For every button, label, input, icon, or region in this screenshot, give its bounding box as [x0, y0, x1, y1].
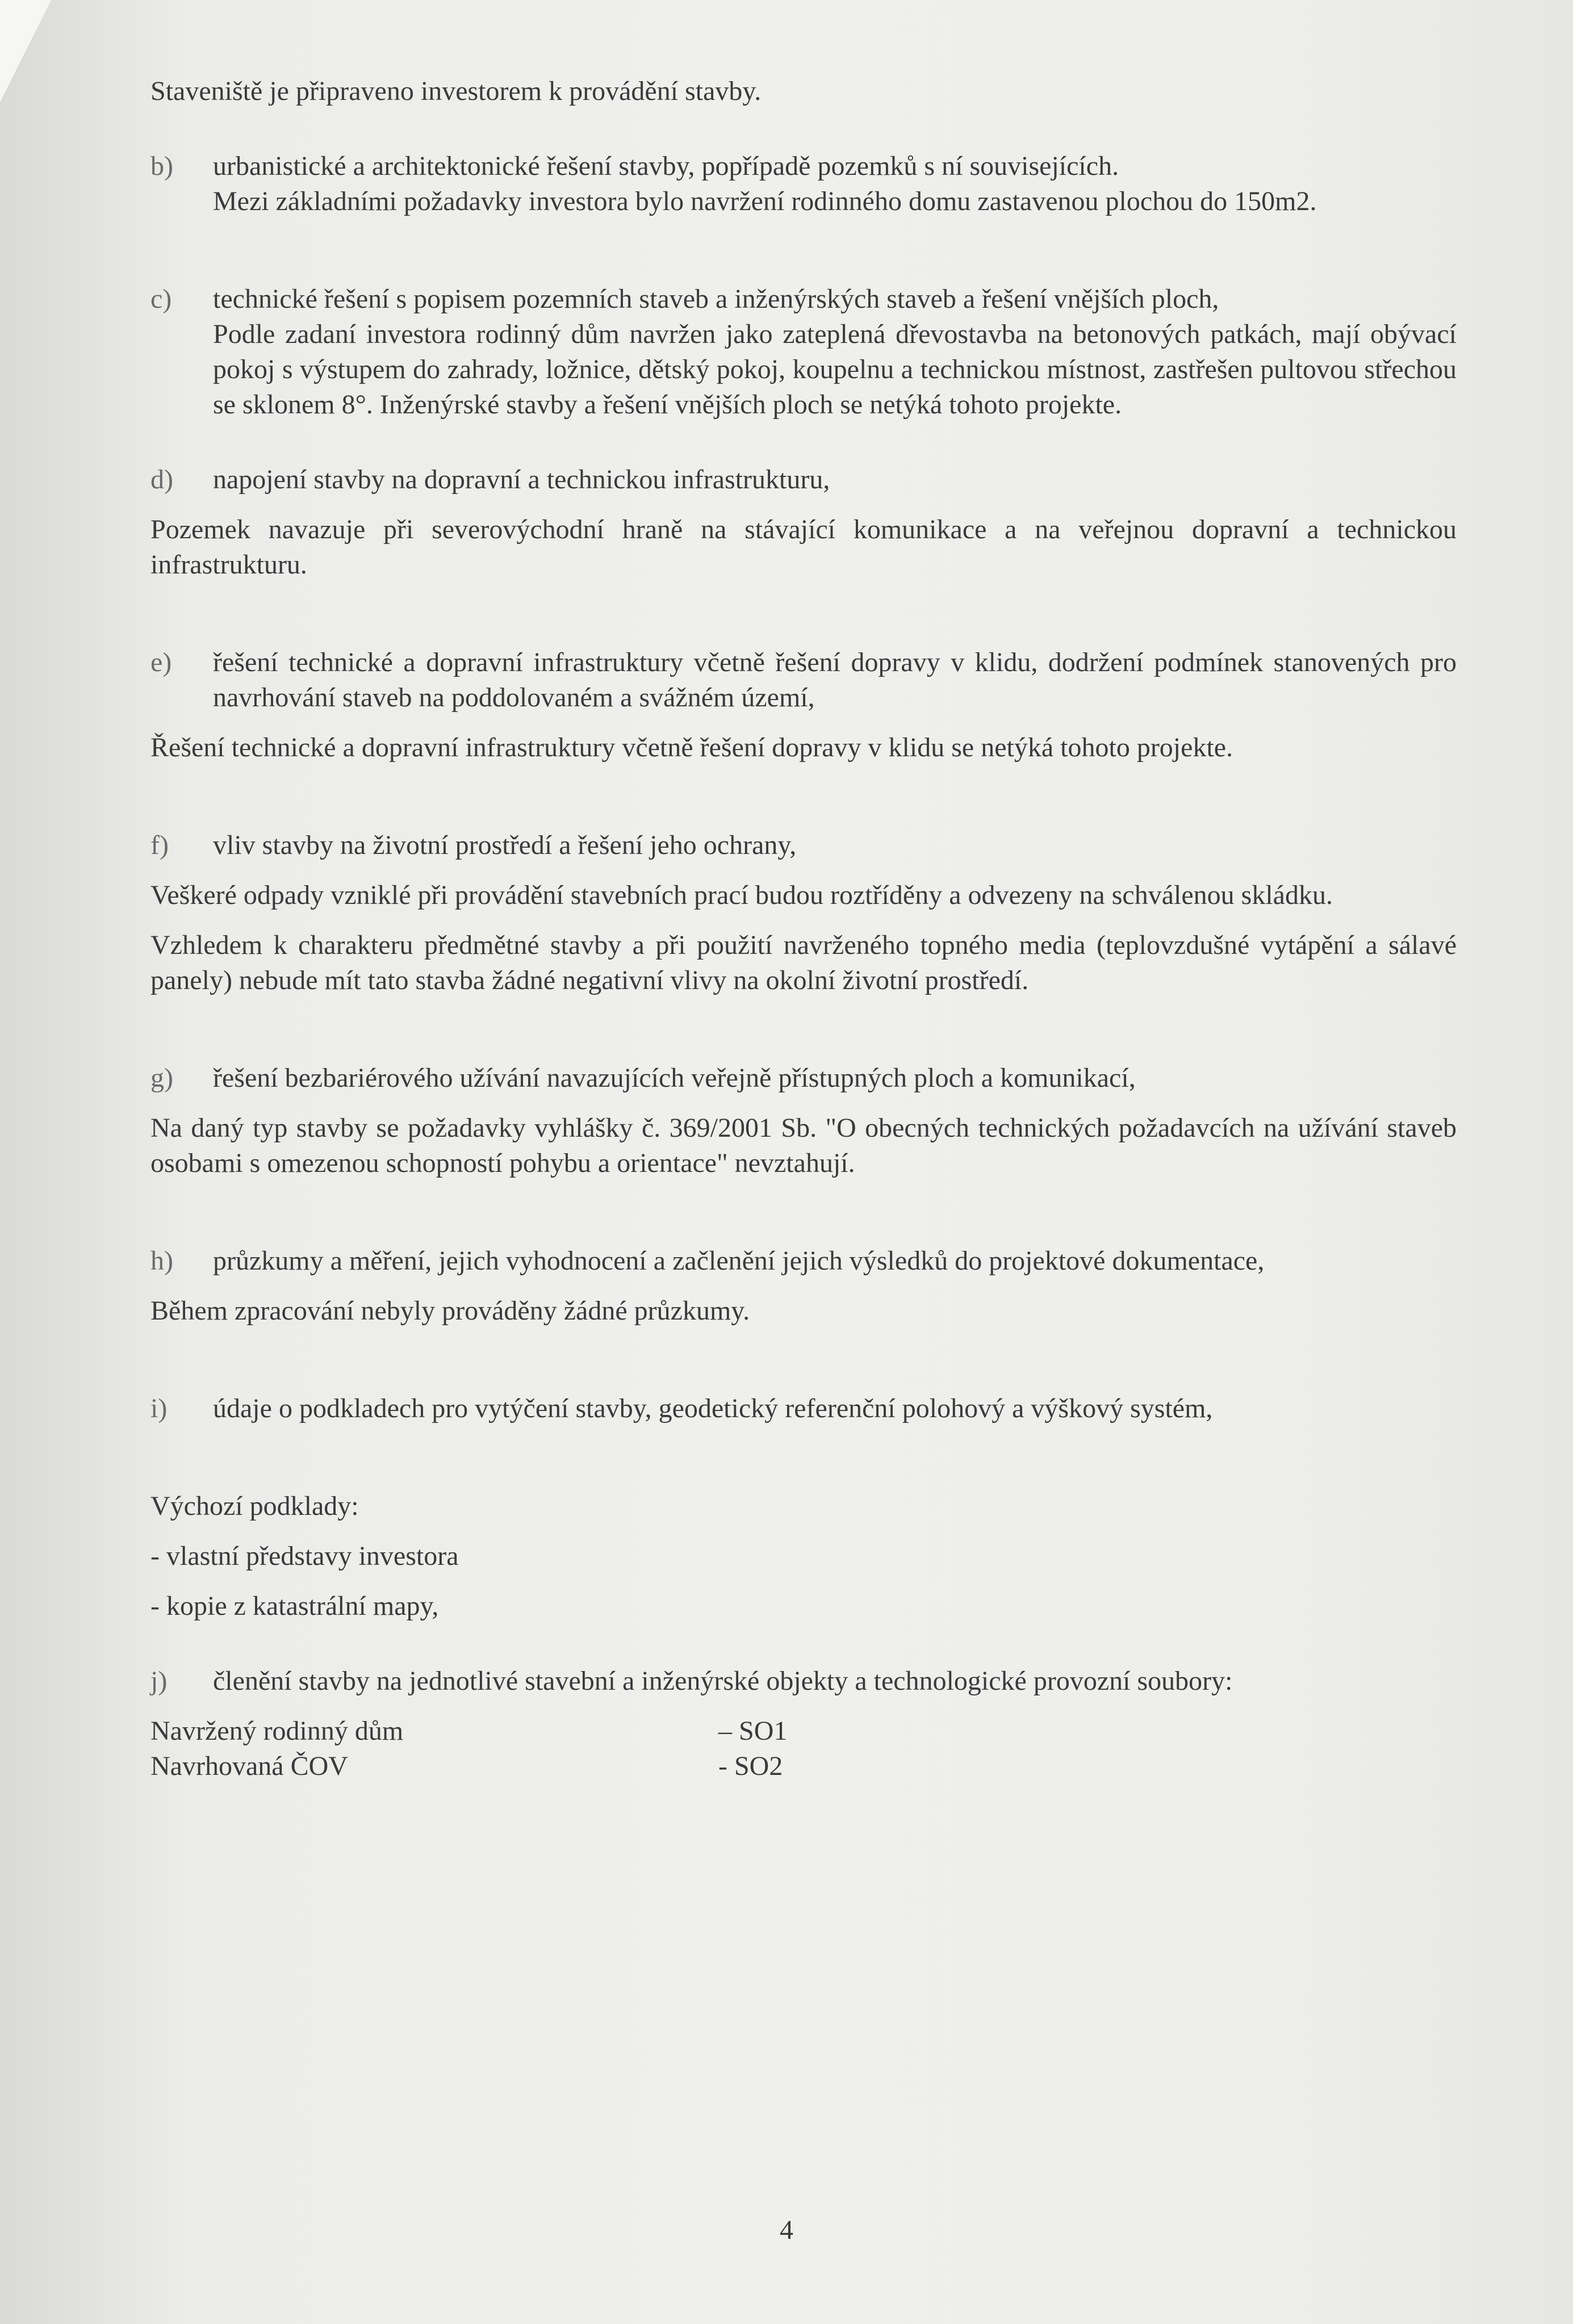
section-letter: g): [150, 1063, 173, 1093]
section-paragraph: Mezi základními požadavky investora bylo navržení rodinného domu zastavenou plochou do 150m2.: [213, 186, 1317, 216]
section-letter: j): [150, 1666, 168, 1696]
section-letter: c): [150, 284, 172, 314]
section-heading: [150, 149, 1457, 184]
section-heading: [150, 645, 1457, 715]
document-body: [150, 74, 1457, 1784]
section-letter: f): [150, 830, 169, 860]
object-name: Navržený rodinný dům: [150, 1716, 404, 1746]
section-heading-text: údaje o podkladech pro vytýčení stavby, geodetický referenční polohový a výškový systém,: [213, 1393, 1213, 1423]
object-code: – SO1: [718, 1716, 788, 1746]
section-paragraph: Během zpracování nebyly prováděny žádné průzkumy.: [150, 1296, 750, 1326]
section-e: [150, 645, 1457, 765]
section-heading-text: řešení bezbariérového užívání navazujících veřejně přístupných ploch a komunikací,: [213, 1063, 1136, 1093]
page-number: 4: [780, 2215, 793, 2245]
object-row: [150, 1749, 1457, 1784]
sources-title: Výchozí podklady:: [150, 1491, 359, 1521]
section-paragraph: Podle zadaní investora rodinný dům navržen jako zateplená dřevostavba na betonových patkách, mají obývací pokoj s výstupem do zahrady, ložnice, dětský pokoj, koupelnu a technickou místnost, zastřešen pultovou střechou se sklonem 8°. Inženýrské stavby a řešení vnějších ploch se netýká tohoto projekte.: [213, 319, 1457, 420]
section-heading: [150, 1243, 1457, 1279]
section-heading: [150, 1061, 1457, 1096]
section-heading: [150, 462, 1457, 497]
section-heading: [150, 1391, 1457, 1426]
object-row: [150, 1714, 1457, 1749]
section-letter: b): [150, 151, 173, 181]
section-heading: [150, 1664, 1457, 1699]
section-letter: e): [150, 647, 172, 677]
objects-list: [150, 1714, 1457, 1784]
section-paragraph: Řešení technické a dopravní infrastruktury včetně řešení dopravy v klidu se netýká tohoto projekte.: [150, 732, 1233, 763]
section-f: [150, 828, 1457, 998]
section-paragraph: Veškeré odpady vzniklé při provádění stavebních prací budou roztříděny a odvezeny na schválenou skládku.: [150, 880, 1333, 910]
section-paragraph: Pozemek navazuje při severovýchodní hraně na stávající komunikace a na veřejnou dopravní a technickou infrastrukturu.: [150, 514, 1457, 580]
section-heading: [150, 828, 1457, 863]
list-item: - vlastní představy investora: [150, 1541, 459, 1571]
section-heading-text: urbanistické a architektonické řešení stavby, popřípadě pozemků s ní souvisejících.: [213, 151, 1119, 181]
section-heading: [150, 282, 1457, 317]
section-heading-text: technické řešení s popisem pozemních staveb a inženýrských staveb a řešení vnějších ploch,: [213, 284, 1219, 314]
section-heading-text: vliv stavby na životní prostředí a řešení jeho ochrany,: [213, 830, 797, 860]
intro-line: Staveniště je připraveno investorem k provádění stavby.: [150, 76, 762, 106]
section-heading-text: řešení technické a dopravní infrastruktury včetně řešení dopravy v klidu, dodržení podmínek stanovených pro navrhování staveb na poddolovaném a svážném území,: [213, 647, 1457, 713]
section-d: [150, 462, 1457, 583]
section-letter: h): [150, 1246, 173, 1276]
section-j: [150, 1664, 1457, 1784]
section-heading-text: členění stavby na jednotlivé stavební a inženýrské objekty a technologické provozní soubory:: [213, 1666, 1233, 1696]
list-item: - kopie z katastrální mapy,: [150, 1591, 439, 1621]
section-paragraph: Na daný typ stavby se požadavky vyhlášky č. 369/2001 Sb. "O obecných technických požadavcích na užívání staveb osobami s omezenou schopností pohybu a orientace" nevztahují.: [150, 1113, 1457, 1178]
section-h: [150, 1243, 1457, 1329]
section-letter: d): [150, 464, 173, 495]
section-letter: i): [150, 1393, 168, 1423]
section-heading-text: napojení stavby na dopravní a technickou infrastrukturu,: [213, 464, 830, 495]
page-corner-fold: [0, 0, 51, 102]
section-c: [150, 282, 1457, 422]
section-b: [150, 149, 1457, 219]
object-code: - SO2: [718, 1751, 783, 1781]
section-g: [150, 1061, 1457, 1181]
sources-list: [150, 1489, 1457, 1624]
section-heading-text: průzkumy a měření, jejich vyhodnocení a začlenění jejich výsledků do projektové dokumentace,: [213, 1246, 1265, 1276]
object-name: Navrhovaná ČOV: [150, 1751, 348, 1781]
section-i: [150, 1391, 1457, 1426]
section-paragraph: Vzhledem k charakteru předmětné stavby a při použití navrženého topného media (teplovzdušné vytápění a sálavé panely) nebude mít tato stavba žádné negativní vlivy na okolní životní prostředí.: [150, 930, 1457, 995]
